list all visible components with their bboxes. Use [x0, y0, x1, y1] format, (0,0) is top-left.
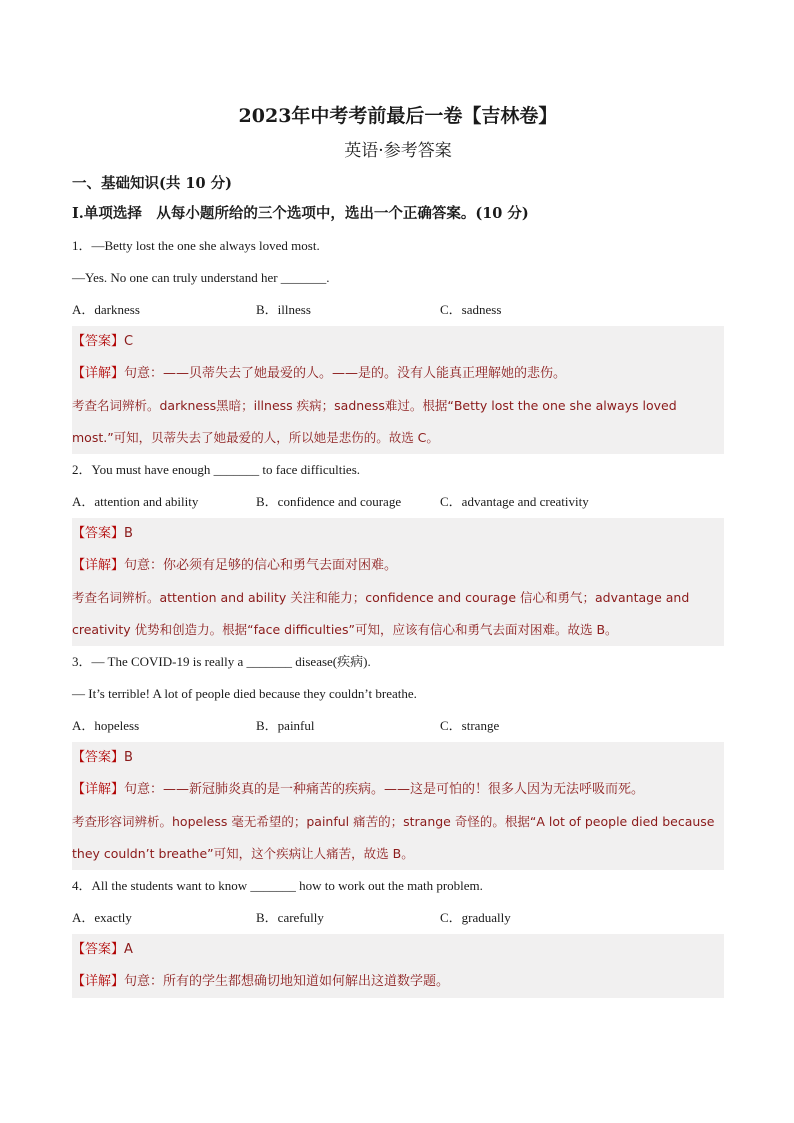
question-stem-2: —Yes. No one can truly understand her _______.	[72, 270, 330, 285]
explanation-text: 考查形容词辨析。hopeless 毫无希望的；painful 痛苦的；strange 奇怪的。根据“A lot of people died because they couldn’t breathe”可知，这个疾病让人痛苦，故选 B。	[72, 814, 715, 861]
answer-tag: 【答案】	[72, 750, 125, 765]
answer-line	[72, 326, 724, 358]
answer-tag: 【答案】	[72, 526, 125, 541]
option-c: C．advantage and creativity	[440, 494, 589, 509]
answer-box	[72, 934, 724, 998]
detail-text: 句意：你必须有足够的信心和勇气去面对困难。	[124, 558, 398, 573]
answer-value: B	[124, 750, 133, 765]
answer-tag: 【答案】	[72, 334, 125, 349]
detail-line	[72, 550, 724, 582]
option-a: A．hopeless	[72, 718, 140, 733]
answer-value: B	[124, 526, 133, 541]
detail-line	[72, 774, 724, 806]
options-row	[72, 294, 724, 326]
detail-text: 句意：——贝蒂失去了她最爱的人。——是的。没有人能真正理解她的悲伤。	[124, 366, 567, 381]
page-title: 2023年中考考前最后一卷【吉林卷】	[238, 105, 558, 127]
detail-line	[72, 358, 724, 390]
answer-line	[72, 934, 724, 966]
options-row	[72, 710, 724, 742]
section-heading: 一、基础知识(共 10 分)	[72, 175, 232, 192]
option-a: A．exactly	[72, 910, 132, 925]
option-a: A．darkness	[72, 302, 140, 317]
document-page	[72, 100, 724, 998]
detail-line	[72, 966, 724, 998]
answer-box	[72, 518, 724, 646]
question-stem: 4．All the students want to know _______ how to work out the math problem.	[72, 878, 483, 893]
option-b: B．painful	[256, 718, 315, 733]
option-b: B．illness	[256, 302, 311, 317]
option-a: A．attention and ability	[72, 494, 199, 509]
options-row	[72, 486, 724, 518]
answer-box	[72, 326, 724, 454]
option-c: C．sadness	[440, 302, 502, 317]
detail-tag: 【详解】	[72, 366, 125, 381]
explanation-text: 考查名词辨析。darkness黑暗；illness 疾病；sadness难过。根据“Betty lost the one she always loved most.”可知，贝蒂失去了她最爱的人，所以她是悲伤的。故选 C。	[72, 398, 677, 445]
explanation-text: 考查名词辨析。attention and ability 关注和能力；confidence and courage 信心和勇气；advantage and creativity 优势和创造力。根据“face difficulties”可知，应该有信心和勇气去面对困难。故选 B。	[72, 590, 690, 637]
answer-line	[72, 742, 724, 774]
answer-value: C	[124, 334, 134, 349]
answer-tag: 【答案】	[72, 942, 125, 957]
part-heading: I.单项选择 从每小题所给的三个选项中，选出一个正确答案。(10 分)	[72, 205, 529, 222]
question-stem: 1．—Betty lost the one she always loved most.	[72, 238, 320, 253]
option-b: B．confidence and courage	[256, 494, 402, 509]
question-stem: 3．— The COVID-19 is really a _______ disease(疾病).	[72, 654, 371, 669]
detail-text: 句意：——新冠肺炎真的是一种痛苦的疾病。——这是可怕的！很多人因为无法呼吸而死。	[124, 782, 645, 797]
answer-line	[72, 518, 724, 550]
question-2	[72, 454, 724, 646]
answer-value: A	[124, 942, 133, 957]
question-4	[72, 870, 724, 998]
question-1	[72, 230, 724, 454]
question-stem: 2．You must have enough _______ to face difficulties.	[72, 462, 361, 477]
options-row	[72, 902, 724, 934]
option-c: C．strange	[440, 718, 500, 733]
detail-tag: 【详解】	[72, 558, 125, 573]
detail-text: 句意：所有的学生都想确切地知道如何解出这道数学题。	[124, 974, 450, 989]
option-c: C．gradually	[440, 910, 511, 925]
answer-box	[72, 742, 724, 870]
detail-tag: 【详解】	[72, 782, 125, 797]
question-stem-2: — It’s terrible! A lot of people died because they couldn’t breathe.	[72, 686, 417, 701]
detail-tag: 【详解】	[72, 974, 125, 989]
option-b: B．carefully	[256, 910, 324, 925]
question-3	[72, 646, 724, 870]
page-subtitle: 英语·参考答案	[344, 141, 452, 161]
